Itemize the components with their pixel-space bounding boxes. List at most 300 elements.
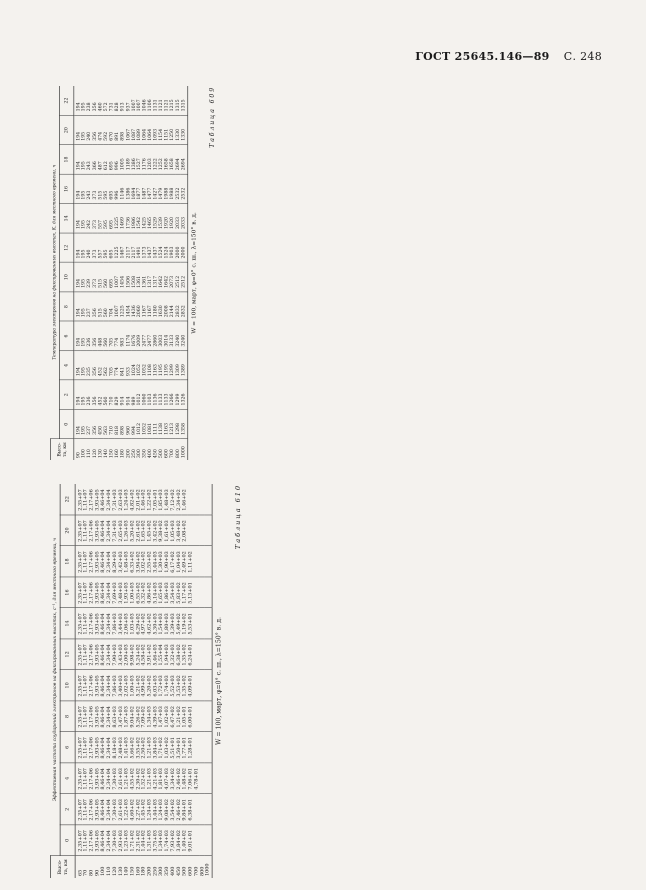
height-cell: 90 (93, 869, 100, 877)
value-cell: 2,34+04 (106, 515, 112, 546)
value-cell: 240 (87, 115, 93, 144)
value-cell: 983 (120, 321, 126, 350)
value-cell: 194 (74, 292, 82, 321)
value-cell: 373 (92, 204, 98, 233)
time-column-header: 4 (59, 351, 73, 380)
value-cell: 2,17+06 (89, 825, 95, 856)
value-cell: 2832 (180, 292, 187, 321)
value-cell: 2,17+06 (89, 577, 95, 608)
value-cell: 914 (120, 380, 126, 409)
value-cell: 2,34+04 (106, 546, 112, 577)
value-cell: 2,34+04 (106, 577, 112, 608)
value-cell: 1298 (175, 410, 181, 439)
value-cell: 195 (81, 321, 87, 350)
time-column-header: 2 (59, 380, 73, 409)
value-cell: 7,31+03 (112, 484, 118, 515)
value-cell: 1138 (158, 410, 164, 439)
value-cell: 595 (103, 174, 109, 203)
value-cell: 4,39+03 (153, 701, 159, 732)
value-cell: 4,07+03 (164, 763, 170, 794)
value-cell: 1330 (175, 115, 181, 144)
value-cell: 2,46+02 (176, 794, 182, 825)
value-cell: 2,48+03 (118, 732, 124, 763)
value-cell: 515 (98, 292, 104, 321)
value-cell: 2,34+04 (106, 608, 112, 639)
value-cell: 3,84+03 (153, 732, 159, 763)
value-cell: 1,65+02 (141, 515, 147, 546)
value-cell: 452 (98, 351, 104, 380)
value-cell: 1195 (164, 351, 170, 380)
value-cell: 933 (125, 351, 131, 380)
value-cell: 1539 (158, 204, 164, 233)
value-cell: 2,35+07 (75, 515, 83, 546)
value-cell (205, 825, 212, 856)
height-cell: 500 (157, 449, 164, 459)
value-cell: 1,35+02 (182, 670, 188, 701)
value-cell: 9,98+02 (129, 639, 135, 670)
value-cell: 3,47+03 (118, 701, 124, 732)
value-cell: 373 (92, 262, 98, 291)
value-cell: 1,72+03 (158, 670, 164, 701)
value-cell: 1215 (169, 86, 175, 115)
value-cell: 3,50+01 (176, 732, 182, 763)
value-cell: 1,28+01 (187, 732, 193, 763)
value-cell: 3,93+05 (95, 763, 101, 794)
value-cell: 7,12+02 (170, 484, 176, 515)
value-cell: 8,46+04 (100, 732, 106, 763)
table-609 (50, 86, 188, 460)
value-cell: 2,35+07 (75, 732, 83, 763)
value-cell: 3,44+03 (153, 546, 159, 577)
value-cell: 450 (98, 410, 104, 439)
value-cell: 595 (103, 233, 109, 262)
value-cell: 1052 (142, 351, 148, 380)
value-cell: 2008 (164, 292, 170, 321)
value-cell: 1,94+03 (164, 639, 170, 670)
value-cell: 1427 (153, 174, 159, 203)
value-cell: 2,35+07 (75, 546, 83, 577)
value-cell: 1133 (158, 380, 164, 409)
value-cell: 8,29+03 (112, 546, 118, 577)
value-cell: 5,26+02 (135, 701, 141, 732)
value-cell: 2,34+04 (106, 639, 112, 670)
value-cell: 1203 (147, 145, 153, 174)
value-cell: 6,24+01 (187, 639, 193, 670)
height-cell: 100 (99, 866, 106, 877)
value-cell: 1250 (169, 115, 175, 144)
value-cell: 572 (103, 86, 109, 115)
value-cell: 474 (98, 115, 104, 144)
value-cell: 1,85+03 (158, 484, 164, 515)
value-cell: 195 (81, 410, 87, 439)
value-cell: 3,42+03 (118, 546, 124, 577)
value-cell: 8,63+03 (112, 701, 118, 732)
value-cell: 1,04+03 (176, 546, 182, 577)
value-cell: 366 (92, 145, 98, 174)
value-cell: 6,17+02 (170, 546, 176, 577)
value-cell: 1,19+02 (182, 608, 188, 639)
value-cell: 2512 (175, 262, 181, 291)
value-cell: 1136 (153, 380, 159, 409)
value-cell: 1,03+03 (129, 608, 135, 639)
value-cell: 3,42+02 (153, 515, 159, 546)
value-cell: 2,61+02 (135, 515, 141, 546)
value-cell: 8,46+04 (100, 825, 106, 856)
value-cell: 243 (87, 145, 93, 174)
value-cell: 8,46+04 (100, 577, 106, 608)
value-cell: 1694 (131, 174, 137, 203)
value-cell: 8,46+04 (100, 639, 106, 670)
height-cell: 120 (111, 866, 118, 877)
value-cell: 1176 (142, 145, 148, 174)
height-cell: 130 (97, 449, 103, 459)
value-cell: 2,61+03 (118, 794, 124, 825)
value-cell: 2,00+03 (124, 639, 130, 670)
table-609-caption: Таблица 609 (209, 86, 216, 148)
value-cell: 1052 (136, 351, 142, 380)
value-cell: 1,11+07 (83, 639, 89, 670)
value-cell: 2,34+04 (106, 794, 112, 825)
time-column-header: 16 (59, 174, 73, 203)
value-cell (205, 515, 212, 546)
time-column-header: 14 (59, 204, 73, 233)
value-cell: 3,32+03 (170, 639, 176, 670)
value-cell: 731 (109, 86, 115, 115)
value-cell: 1642 (158, 262, 164, 291)
value-cell: 1064 (147, 115, 153, 144)
value-cell: 3,94+02 (135, 546, 141, 577)
value-cell: 1,22+03 (124, 794, 130, 825)
value-cell: 1986 (131, 204, 137, 233)
value-cell: 1,24+03 (158, 794, 164, 825)
value-cell: 2,17+06 (89, 608, 95, 639)
value-cell: 242 (87, 204, 93, 233)
value-cell: 1,21+03 (147, 732, 153, 763)
value-cell: 1225 (114, 233, 120, 262)
value-cell: 560 (103, 380, 109, 409)
value-cell: 1437 (153, 233, 159, 262)
value-cell: 612 (103, 145, 109, 174)
time-column-header: 4 (60, 763, 75, 794)
value-cell: 1,11+07 (83, 577, 89, 608)
value-cell: 195 (81, 262, 87, 291)
value-cell: 3,93+05 (95, 577, 101, 608)
time-column-header: 10 (59, 262, 73, 291)
value-cell: 1,11+07 (83, 763, 89, 794)
value-cell: 841 (120, 351, 126, 380)
value-cell: 1,11+07 (83, 732, 89, 763)
value-cell: 5,20+02 (129, 515, 135, 546)
value-cell: 1,54+03 (158, 608, 164, 639)
value-cell: 891 (114, 115, 120, 144)
table-row (180, 86, 187, 460)
value-cell: 237 (87, 292, 93, 321)
value-cell: 1988 (169, 174, 175, 203)
value-cell: 2,08+02 (182, 515, 188, 546)
height-cell: 100 (80, 449, 87, 459)
table-610-block (50, 484, 246, 878)
value-cell: 1012 (136, 380, 142, 409)
value-cell: 7,05+01 (153, 484, 159, 515)
subtitle-header: Эффективная частота соударений электронов на фиксированных высотах, с⁻¹, для местного времени, ч (50, 484, 59, 856)
value-cell: 195 (81, 233, 87, 262)
value-cell: 6,00+01 (187, 701, 193, 732)
value-cell: 914 (125, 380, 131, 409)
height-column-header: Высо-та, км (50, 439, 73, 460)
value-cell: 2532 (180, 174, 187, 203)
value-cell: 1103 (147, 380, 153, 409)
value-cell: 2009 (136, 321, 142, 350)
value-cell: 487 (98, 145, 104, 174)
value-cell: 1,48+03 (164, 484, 170, 515)
value-cell: 8,46+04 (100, 608, 106, 639)
value-cell: 996 (114, 145, 120, 174)
value-cell (205, 484, 212, 515)
value-cell: 1,86+03 (164, 577, 170, 608)
height-cell: 800 (198, 866, 205, 877)
value-cell: 1642 (164, 262, 170, 291)
value-cell: 2,65+03 (118, 515, 124, 546)
value-cell: 3,75+03 (153, 825, 159, 856)
value-cell: 2,93+03 (118, 825, 124, 856)
value-cell: 1,21+03 (147, 763, 153, 794)
value-cell: 235 (87, 351, 93, 380)
value-cell (205, 608, 212, 639)
value-cell: 1131 (153, 86, 159, 115)
value-cell: 1,40+02 (182, 825, 188, 856)
value-cell: 1,93+03 (124, 577, 130, 608)
value-cell: 194 (74, 262, 82, 291)
value-cell: 3,55+02 (135, 732, 141, 763)
value-cell: 236 (87, 321, 93, 350)
value-cell: 356 (92, 321, 98, 350)
value-cell: 2060 (136, 292, 142, 321)
value-cell: 2,01+02 (135, 484, 141, 515)
value-cell: 7,86+03 (112, 608, 118, 639)
value-cell: 1,24+03 (124, 484, 130, 515)
value-cell: 8,46+04 (100, 670, 106, 701)
value-cell: 1,11+07 (83, 794, 89, 825)
value-cell: 1,47+03 (158, 701, 164, 732)
value-cell: 1315 (175, 86, 181, 115)
height-cell: 1000 (180, 439, 187, 460)
value-cell: 1007 (114, 262, 120, 291)
value-cell: 1,71+02 (129, 825, 135, 856)
value-cell: 7,69+03 (112, 577, 118, 608)
value-cell: 8,46+04 (100, 701, 106, 732)
value-cell: 563 (103, 410, 109, 439)
value-cell: 1508 (131, 262, 137, 291)
value-cell: 237 (87, 410, 93, 439)
value-cell: 8,46+04 (100, 794, 106, 825)
value-cell: 1676 (131, 321, 137, 350)
value-cell: 5,52+03 (170, 670, 176, 701)
subtitle-header: Температура электронов на фиксированных высотах, К, для местного времени, ч (50, 86, 59, 439)
value-cell: 3,44+03 (118, 608, 124, 639)
value-cell: 1007 (131, 86, 137, 115)
value-cell: 1,11+07 (83, 546, 89, 577)
height-cell: 250 (151, 866, 158, 877)
value-cell: 1386 (131, 145, 137, 174)
value-cell: 194 (74, 174, 82, 203)
value-cell: 3,93+05 (95, 732, 101, 763)
value-cell: 1,35+02 (182, 639, 188, 670)
value-cell: 6,47+02 (170, 701, 176, 732)
value-cell: 1121 (158, 86, 164, 115)
value-cell (205, 732, 212, 763)
value-cell: 898 (120, 410, 126, 439)
height-cell: 300 (135, 449, 142, 459)
value-cell: 1315 (180, 86, 187, 115)
value-cell: 1361 (142, 262, 148, 291)
height-cell: 140 (102, 449, 109, 459)
value-cell: 1,74+03 (164, 670, 170, 701)
value-cell: 5,30+03 (153, 608, 159, 639)
value-cell: 356 (92, 380, 98, 409)
value-cell: 1467 (120, 233, 126, 262)
value-cell: 1920 (169, 204, 175, 233)
value-cell: 3,34+02 (170, 763, 176, 794)
value-cell: 236 (87, 380, 93, 409)
value-cell: 695 (109, 204, 115, 233)
page-header (415, 50, 602, 63)
value-cell: 2,17+06 (89, 732, 95, 763)
value-cell: 2,34+04 (106, 701, 112, 732)
value-cell: 4,60+02 (129, 794, 135, 825)
value-cell: 1081 (147, 410, 153, 439)
value-cell: 704 (109, 292, 115, 321)
value-cell: 1,74+03 (164, 825, 170, 856)
value-cell: 195 (81, 380, 87, 409)
value-cell: 1,87+03 (124, 701, 130, 732)
value-cell: 2694 (180, 145, 187, 174)
value-cell: 1,61+03 (164, 515, 170, 546)
value-cell: 1,44+02 (141, 825, 147, 856)
value-cell: 1425 (142, 204, 148, 233)
value-cell: 913 (120, 86, 126, 115)
value-cell: 828 (114, 86, 120, 115)
value-cell: 695 (109, 262, 115, 291)
value-cell: 2,35+07 (75, 670, 83, 701)
value-cell: 1527 (136, 145, 142, 174)
value-cell: 1089 (136, 115, 142, 144)
time-column-header: 20 (60, 515, 75, 546)
value-cell: 1,31+03 (147, 825, 153, 856)
time-column-header: 0 (59, 410, 73, 439)
value-cell: 448 (98, 321, 104, 350)
value-cell: 2,34+02 (176, 484, 182, 515)
height-cell: 110 (86, 449, 92, 459)
value-cell: 3,93+05 (95, 670, 101, 701)
value-cell: 1373 (142, 233, 148, 262)
value-cell: 195 (81, 351, 87, 380)
time-column-header: 6 (59, 321, 73, 350)
value-cell: 4,09+01 (187, 670, 193, 701)
value-cell: 356 (92, 410, 98, 439)
value-cell: 2,17+06 (89, 670, 95, 701)
value-cell: 1121 (164, 86, 170, 115)
value-cell: 5,20+02 (147, 670, 153, 701)
value-cell: 3014 (164, 321, 170, 350)
value-cell: 695 (109, 145, 115, 174)
value-cell: 1469 (120, 204, 126, 233)
value-cell: 989 (131, 380, 137, 409)
time-column-header: 6 (60, 732, 75, 763)
value-cell: 695 (109, 174, 115, 203)
value-cell: 994 (131, 410, 137, 439)
value-cell: 194 (74, 321, 82, 350)
value-cell: 1012 (136, 410, 142, 439)
value-cell: 5,32+02 (141, 577, 147, 608)
value-cell: 710 (109, 380, 115, 409)
value-cell: 240 (87, 233, 93, 262)
value-cell: 2,63+03 (118, 484, 124, 515)
value-cell: 194 (74, 115, 82, 144)
value-cell: 195 (81, 86, 87, 115)
value-cell: 1067 (125, 115, 131, 144)
value-cell: 194 (74, 86, 82, 115)
value-cell: 4,82+02 (129, 484, 135, 515)
value-cell: 2,17+06 (89, 701, 95, 732)
value-cell: 705 (109, 351, 115, 380)
value-cell: 595 (103, 204, 109, 233)
value-cell: 2,46+02 (176, 763, 182, 794)
value-cell: 1163 (153, 351, 159, 380)
height-cell: 250 (130, 449, 136, 459)
value-cell: 5,66+02 (129, 732, 135, 763)
value-cell (205, 701, 212, 732)
value-cell: 1,45+02 (147, 515, 153, 546)
value-cell: 1479 (158, 174, 164, 203)
value-cell: 194 (74, 380, 82, 409)
value-cell: 2477 (142, 321, 148, 350)
value-cell: 1,02+03 (164, 701, 170, 732)
value-cell: 7,90+03 (112, 639, 118, 670)
value-cell: 3,54+03 (170, 577, 176, 608)
value-cell: 3,93+05 (95, 794, 101, 825)
height-cell: 450 (175, 866, 182, 877)
value-cell: 560 (103, 262, 109, 291)
value-cell (205, 639, 212, 670)
value-cell: 3,53+02 (176, 670, 182, 701)
height-cell: 350 (163, 866, 170, 877)
height-cell: 300 (157, 866, 164, 877)
value-cell: 2,34+04 (106, 763, 112, 794)
value-cell: 8,18+03 (112, 732, 118, 763)
value-cell: 2860 (153, 321, 159, 350)
value-cell: 1436 (131, 292, 137, 321)
value-cell: 7,93+02 (170, 825, 176, 856)
time-column-header: 22 (60, 484, 75, 515)
value-cell: 1151 (164, 115, 170, 144)
value-cell: 7,30+03 (112, 794, 118, 825)
value-cell: 937 (125, 86, 131, 115)
value-cell: 9,38+02 (158, 515, 164, 546)
value-cell: 2000 (175, 233, 181, 262)
value-cell: 2,35+07 (75, 608, 83, 639)
value-cell: 4,55+02 (129, 763, 135, 794)
value-cell: 2117 (125, 233, 131, 262)
table-609-block (50, 86, 236, 460)
value-cell: 6,03+03 (153, 670, 159, 701)
value-cell: 774 (114, 351, 120, 380)
height-cell: 80 (88, 869, 94, 877)
value-cell: 1,41+03 (124, 732, 130, 763)
height-cell: 140 (122, 866, 129, 877)
value-cell: 3,02+02 (141, 546, 147, 577)
value-cell: 2,34+04 (106, 732, 112, 763)
value-cell: 2832 (175, 292, 181, 321)
